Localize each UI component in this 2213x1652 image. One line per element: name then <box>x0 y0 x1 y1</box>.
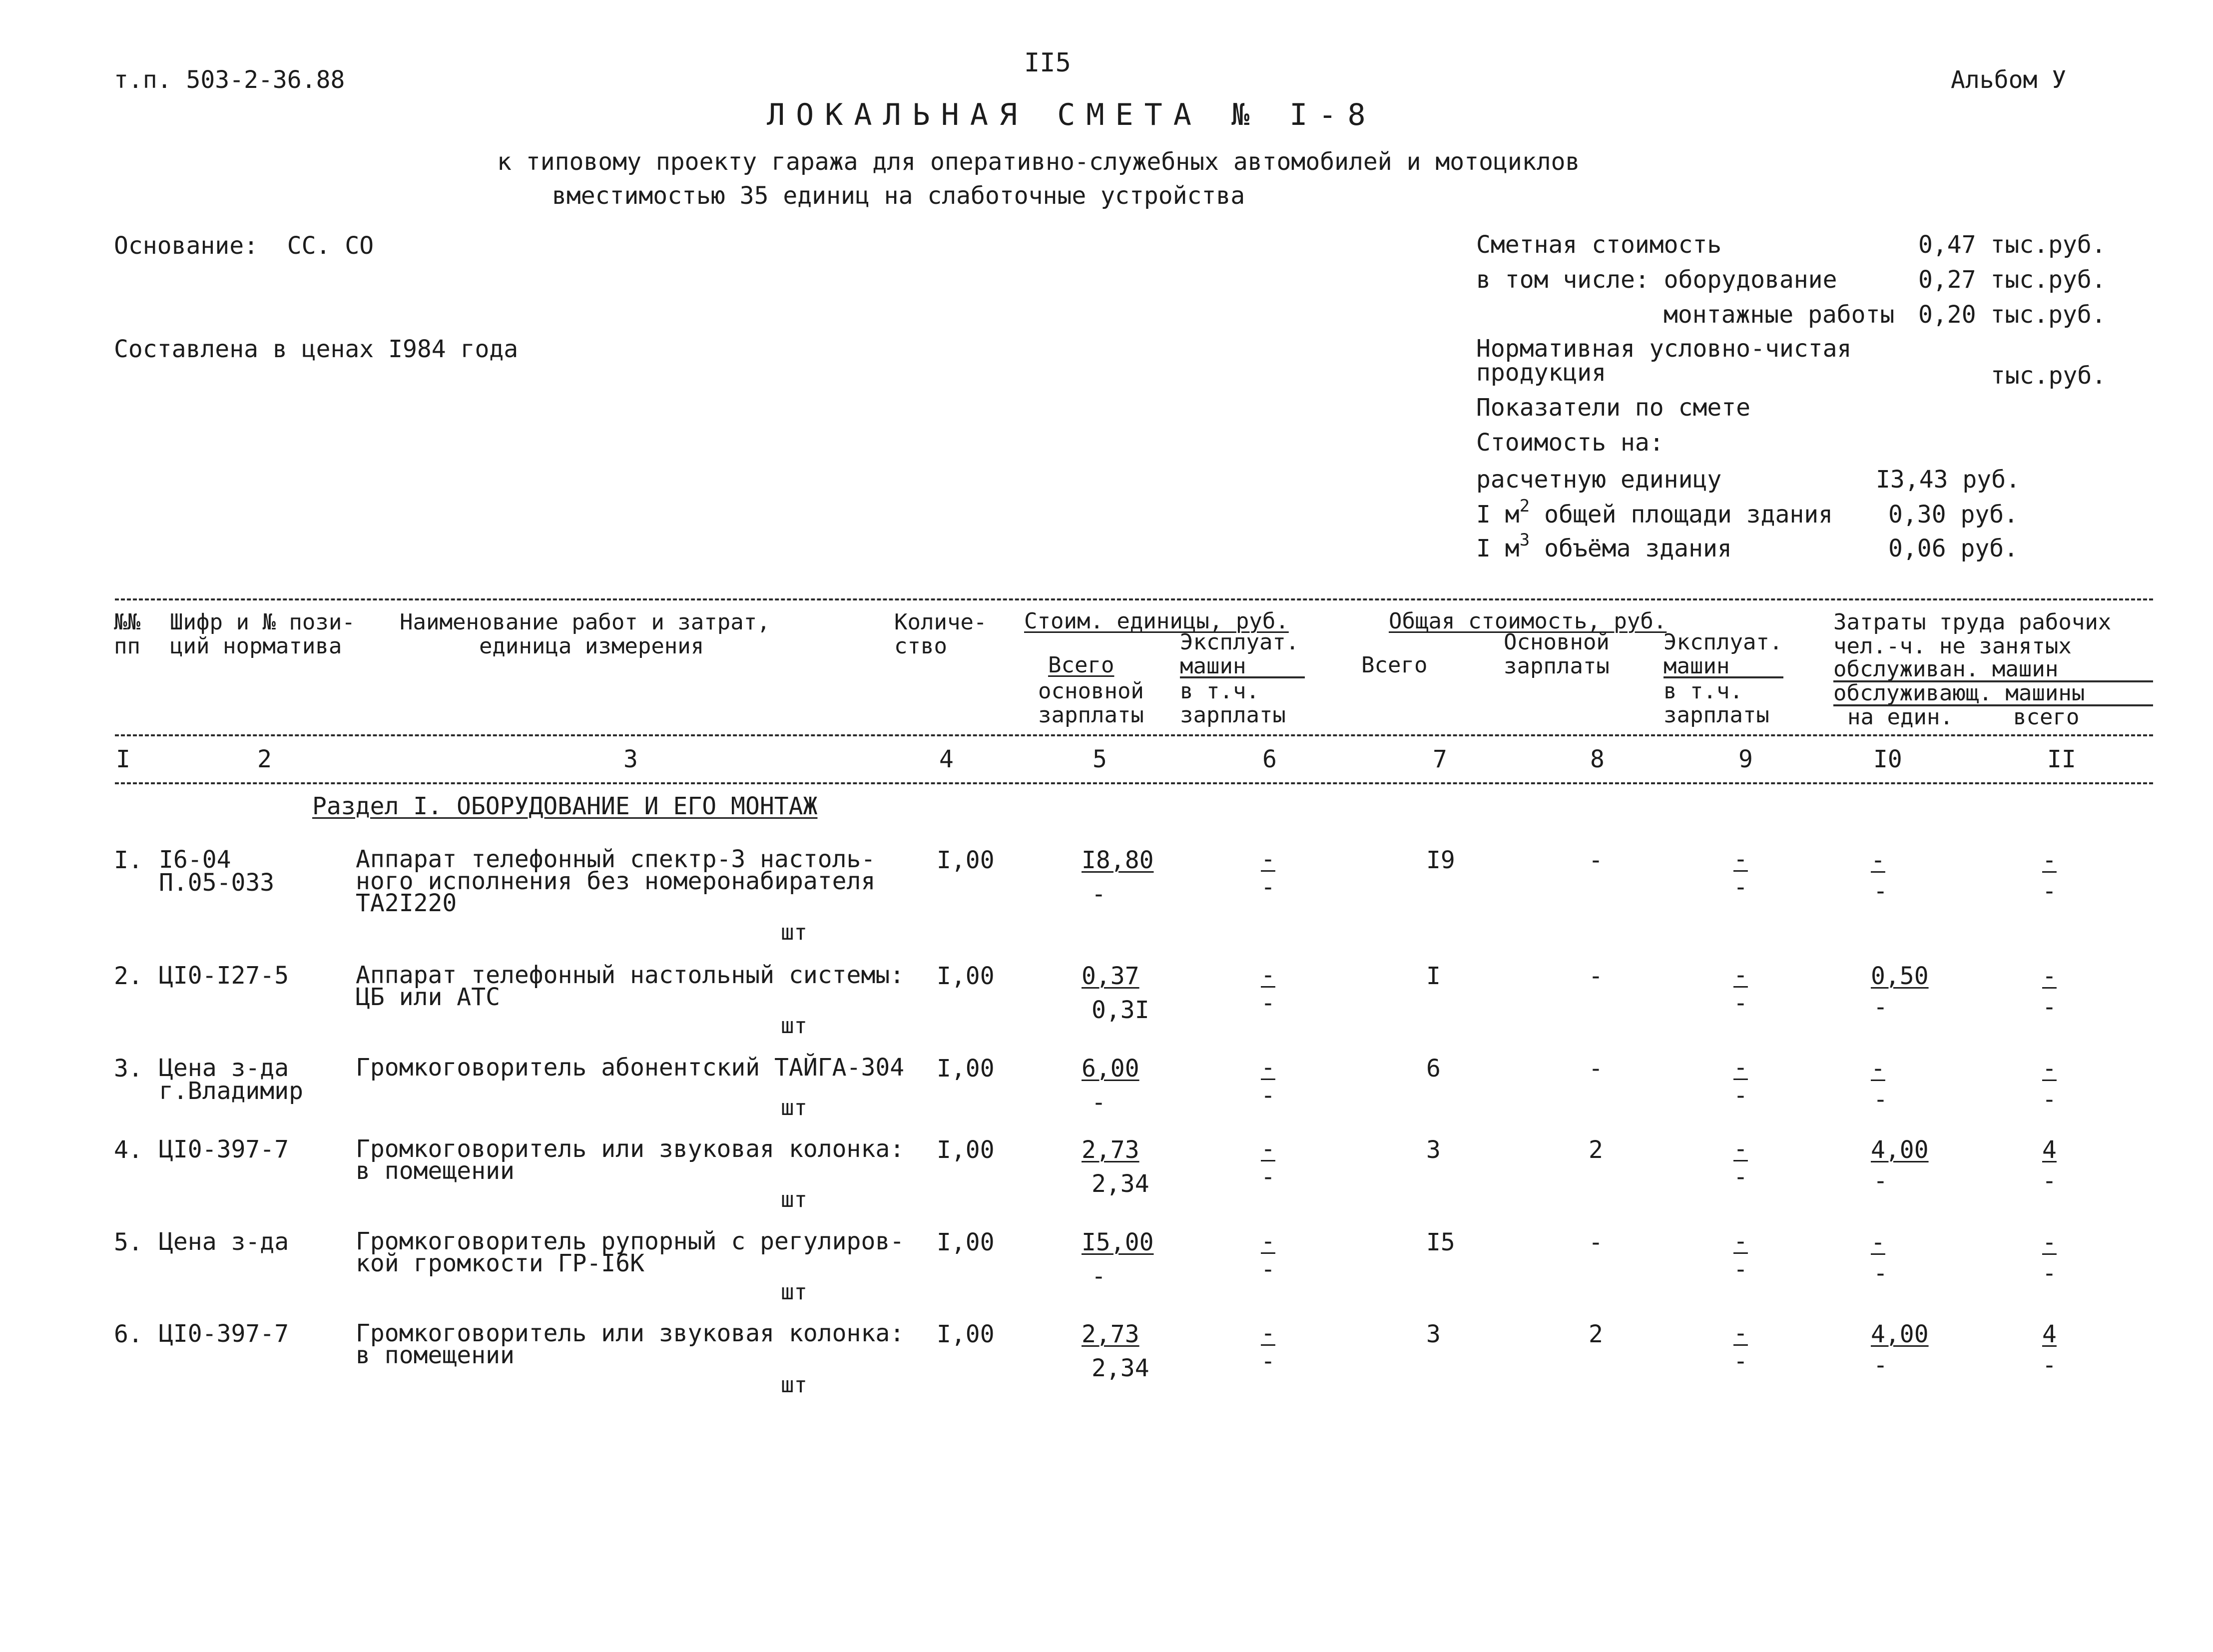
total-cost: 3 <box>1426 1136 1441 1164</box>
norm-code: Цена з-да <box>159 1228 289 1256</box>
total-wages: - <box>1589 1055 1603 1083</box>
col-header-6-top: Эксплуат. машин <box>1180 629 1299 679</box>
item-unit: шт <box>781 1187 807 1212</box>
item-name: Громкоговоритель абонентский ТАЙГА-304 <box>356 1054 905 1082</box>
unit-cost-machine-wages: - <box>1261 989 1275 1017</box>
labor-per-unit-machines: - <box>1873 1259 1888 1287</box>
col-number: I0 <box>1873 745 1902 773</box>
col9-divider <box>1663 676 1783 678</box>
total-machines: - <box>1733 961 1748 989</box>
item-name: Аппарат телефонный настольный системы: ЦБ или АТС <box>356 961 905 1011</box>
unit-cost-machines: - <box>1261 961 1275 989</box>
col6-divider <box>1180 676 1305 678</box>
installation-value: 0,20 тыс.руб. <box>1918 301 2106 329</box>
col-header-5-bottom: основной зарплаты <box>1038 678 1144 728</box>
total-wages: 2 <box>1589 1136 1603 1164</box>
quantity: I,00 <box>937 1320 995 1348</box>
header-mid-rule <box>115 734 2153 736</box>
labor-subheader-2: обслуживающ. машины <box>1833 680 2085 706</box>
norm-code: ЦI0-I27-5 <box>159 962 289 990</box>
total-machine-wages: - <box>1733 1347 1748 1375</box>
item-name: Громкоговоритель рупорный с регулиров- кой громкости ГР-I6К <box>356 1227 905 1277</box>
col-header-code: Шифр и № пози- ций норматива <box>170 609 355 659</box>
unit-cost-group-header: Стоим. единицы, руб. <box>1024 608 1289 634</box>
m3-cost-value: 0,06 руб. <box>1888 535 2019 562</box>
labor-total: - <box>2042 1228 2057 1256</box>
unit-cost-wages: 2,34 <box>1092 1170 1149 1198</box>
item-name: Громкоговоритель или звуковая колонка: в помещении <box>356 1319 905 1369</box>
subtitle-line-2: вместимостью 35 единиц на слаботочные устройства <box>552 182 1245 210</box>
quantity: I,00 <box>937 1228 995 1256</box>
unit-cost-total: 2,73 <box>1082 1136 1139 1164</box>
labor-total: - <box>2042 962 2057 990</box>
col-number: 5 <box>1093 745 1107 773</box>
labor-total-machines: - <box>2042 993 2057 1021</box>
unit-cost-total: 6,00 <box>1082 1055 1139 1083</box>
item-unit: шт <box>781 1013 807 1039</box>
quantity: I,00 <box>937 1136 995 1164</box>
labor-total: - <box>2042 846 2057 874</box>
header-bottom-rule <box>115 782 2153 784</box>
m3-superscript: 3 <box>1519 530 1530 550</box>
col-header-8: Основной зарплаты <box>1504 629 1610 679</box>
item-name: Аппарат телефонный спектр-3 настоль- ного исполнения без номеронабирателя ТА2I220 <box>356 845 876 917</box>
total-machine-wages: - <box>1733 1082 1748 1109</box>
m2-label: I $м^2$ общей площади здания <box>1476 496 1833 529</box>
col-header-9-bottom: в т.ч. зарплаты <box>1663 678 1769 728</box>
unit-cost-wages: - <box>1092 1089 1106 1116</box>
including-equipment-label: в том числе: оборудование <box>1476 266 1837 294</box>
m2-superscript: 2 <box>1519 496 1530 516</box>
labor-total-machines: - <box>2042 1351 2057 1379</box>
indicators-label: Показатели по смете <box>1476 394 1751 422</box>
item-unit: шт <box>781 1279 807 1305</box>
unit-cost-machines: - <box>1261 845 1275 873</box>
col-header-6-bottom: в т.ч. зарплаты <box>1180 678 1286 728</box>
section-title: Раздел I. ОБОРУДОВАНИЕ И ЕГО МОНТАЖ <box>312 792 818 820</box>
unit-cost-value: I3,43 руб. <box>1876 466 2020 494</box>
col-number: 3 <box>623 745 638 773</box>
total-wages: - <box>1589 962 1603 990</box>
norm-code: ЦI0-397-7 <box>159 1320 289 1348</box>
net-product-unit: тыс.руб. <box>1991 362 2107 390</box>
labor-subheader-1: обслуживан. машин <box>1833 656 2059 682</box>
col-header-10: на един. <box>1847 704 1953 730</box>
document-title: ЛОКАЛЬНАЯ СМЕТА № I-8 <box>767 97 1377 132</box>
net-product-label-1: Нормативная условно-чистая <box>1476 335 1852 363</box>
unit-cost-total: I5,00 <box>1082 1228 1154 1256</box>
item-unit: шт <box>781 1095 807 1120</box>
album-label: Альбом У <box>1951 66 2067 94</box>
row-number: 6. <box>114 1320 143 1348</box>
unit-cost-machines: - <box>1261 1319 1275 1347</box>
col-number: 6 <box>1262 745 1277 773</box>
total-machine-wages: - <box>1733 1255 1748 1283</box>
unit-cost-machine-wages: - <box>1261 1163 1275 1191</box>
labor-per-unit: - <box>1871 846 1885 874</box>
row-number: 4. <box>114 1136 143 1164</box>
labor-per-unit-machines: - <box>1873 877 1888 905</box>
unit-cost-total: 0,37 <box>1082 962 1139 990</box>
cost-per-label: Стоимость на: <box>1476 429 1664 457</box>
header-top-rule <box>115 598 2153 600</box>
installation-label: монтажные работы <box>1663 301 1895 329</box>
estimated-cost-label: Сметная стоимость <box>1476 231 1722 259</box>
total-machines: - <box>1733 1135 1748 1163</box>
unit-cost-wages: - <box>1092 880 1106 908</box>
col-number: II <box>2047 745 2076 773</box>
total-cost: 6 <box>1426 1055 1441 1083</box>
labor-group-header: Затраты труда рабочих чел.-ч. не занятых <box>1833 609 2112 659</box>
col-header-11: всего <box>2013 704 2080 730</box>
norm-code: I6-04 П.05-033 <box>159 846 275 897</box>
item-unit: шт <box>781 1372 807 1398</box>
unit-cost-label: расчетную единицу <box>1476 466 1722 494</box>
labor-total-machines: - <box>2042 1259 2057 1287</box>
total-wages: 2 <box>1589 1320 1603 1348</box>
total-cost-group-header: Общая стоимость, руб. <box>1389 608 1667 634</box>
labor-per-unit: 4,00 <box>1871 1136 1929 1164</box>
col-header-5-top: Всего <box>1048 652 1114 678</box>
unit-cost-machine-wages: - <box>1261 1082 1275 1109</box>
labor-per-unit: 4,00 <box>1871 1320 1929 1348</box>
unit-cost-machine-wages: - <box>1261 1255 1275 1283</box>
total-machines: - <box>1733 1319 1748 1347</box>
total-machine-wages: - <box>1733 989 1748 1017</box>
total-cost: I9 <box>1426 846 1455 874</box>
total-machine-wages: - <box>1733 1163 1748 1191</box>
col-number: 8 <box>1590 745 1605 773</box>
row-number: I. <box>114 846 143 874</box>
col-number: 9 <box>1738 745 1753 773</box>
col-number: 7 <box>1433 745 1447 773</box>
unit-cost-total: I8,80 <box>1082 846 1154 874</box>
unit-cost-machines: - <box>1261 1135 1275 1163</box>
equipment-value: 0,27 тыс.руб. <box>1918 266 2106 294</box>
labor-per-unit: 0,50 <box>1871 962 1929 990</box>
col-header-quantity: Количе- ство <box>894 609 987 659</box>
labor-per-unit-machines: - <box>1873 1351 1888 1379</box>
m2-cost-value: 0,30 руб. <box>1888 501 2019 529</box>
col-number: I <box>116 745 130 773</box>
row-number: 2. <box>114 962 143 990</box>
unit-cost-wages: 2,34 <box>1092 1354 1149 1382</box>
subtitle-line-1: к типовому проекту гаража для оперативно-служебных автомобилей и мотоциклов <box>497 148 1580 176</box>
quantity: I,00 <box>937 846 995 874</box>
total-cost: I <box>1426 962 1441 990</box>
m3-label: I $м^3$ объёма здания <box>1476 530 1732 562</box>
total-machines: - <box>1733 1054 1748 1082</box>
labor-per-unit-machines: - <box>1873 993 1888 1021</box>
unit-cost-wages: 0,3I <box>1092 996 1149 1024</box>
labor-per-unit: - <box>1871 1228 1885 1256</box>
total-cost: 3 <box>1426 1320 1441 1348</box>
page-number: II5 <box>1024 48 1071 78</box>
unit-cost-machines: - <box>1261 1054 1275 1082</box>
norm-code: ЦI0-397-7 <box>159 1135 289 1163</box>
unit-cost-wages: - <box>1092 1262 1106 1290</box>
unit-cost-machine-wages: - <box>1261 1347 1275 1375</box>
col-header-7: Всего <box>1361 652 1428 678</box>
total-machine-wages: - <box>1733 873 1748 901</box>
col-header-number: №№ пп <box>114 609 140 659</box>
row-number: 5. <box>114 1228 143 1256</box>
total-wages: - <box>1589 846 1603 874</box>
labor-per-unit: - <box>1871 1055 1885 1083</box>
labor-total-machines: - <box>2042 877 2057 905</box>
unit-cost-machine-wages: - <box>1261 873 1275 901</box>
prices-note: Составлена в ценах I984 года <box>114 335 519 363</box>
labor-total: 4 <box>2042 1136 2057 1164</box>
item-name: Громкоговоритель или звуковая колонка: в помещении <box>356 1135 905 1185</box>
labor-total: 4 <box>2042 1320 2057 1348</box>
unit-cost-total: 2,73 <box>1082 1320 1139 1348</box>
total-cost: I5 <box>1426 1228 1455 1256</box>
quantity: I,00 <box>937 962 995 990</box>
labor-total-machines: - <box>2042 1167 2057 1195</box>
labor-total: - <box>2042 1055 2057 1083</box>
total-wages: - <box>1589 1228 1603 1256</box>
item-unit: шт <box>781 920 807 945</box>
basis-label: Основание: СС. СО <box>114 232 374 260</box>
quantity: I,00 <box>937 1055 995 1083</box>
net-product-label-2: продукция <box>1476 359 1607 387</box>
col-number: 4 <box>939 745 954 773</box>
labor-per-unit-machines: - <box>1873 1167 1888 1195</box>
estimated-cost-value: 0,47 тыс.руб. <box>1918 231 2106 259</box>
col-header-9-top: Эксплуат. машин <box>1663 629 1783 679</box>
norm-code: Цена з-да г.Владимир <box>159 1054 303 1105</box>
labor-total-machines: - <box>2042 1086 2057 1113</box>
col-header-name: Наименование работ и затрат, единица измерения <box>400 609 770 659</box>
labor-per-unit-machines: - <box>1873 1086 1888 1113</box>
total-machines: - <box>1733 1227 1748 1255</box>
project-code: т.п. 503-2-36.88 <box>114 66 345 94</box>
unit-cost-machines: - <box>1261 1227 1275 1255</box>
total-machines: - <box>1733 845 1748 873</box>
col-number: 2 <box>257 745 272 773</box>
row-number: 3. <box>114 1055 143 1083</box>
